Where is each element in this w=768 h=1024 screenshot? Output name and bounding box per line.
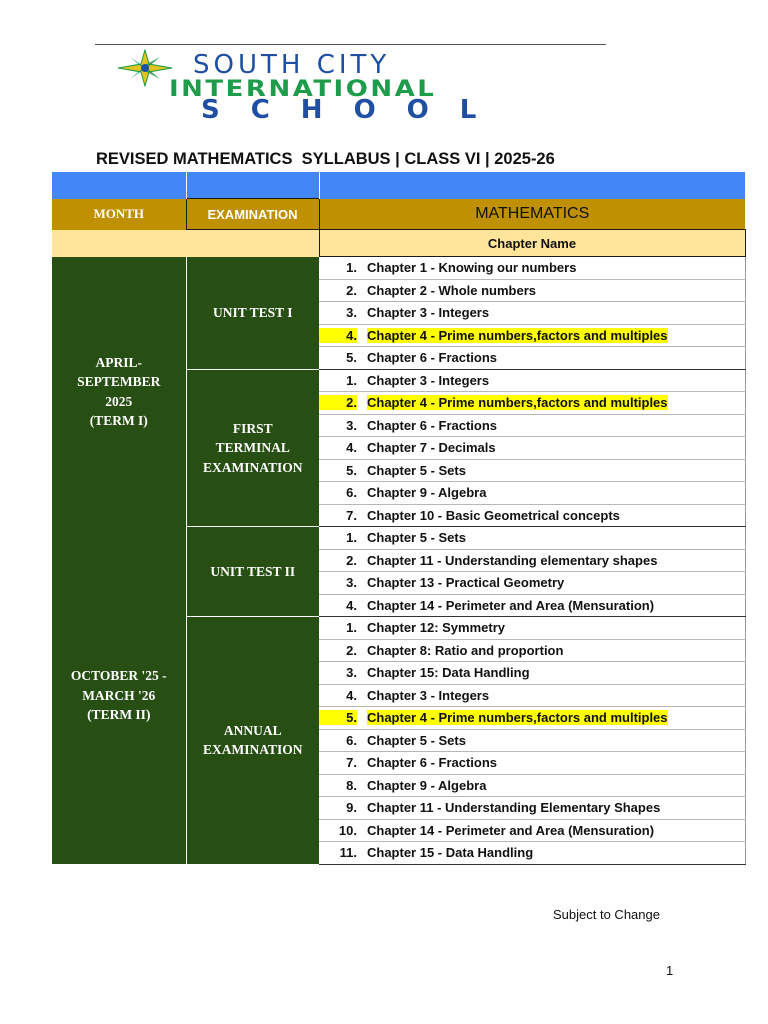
subheader-row <box>52 230 745 257</box>
chapter-cell <box>319 257 745 280</box>
chapter-number: 9. <box>346 800 357 816</box>
chapter-cell <box>319 279 745 302</box>
chapter-title: Chapter 14 - Perimeter and Area (Mensuration) <box>367 597 655 613</box>
chapter-name-header: Chapter Name <box>319 230 745 257</box>
chapter-cell <box>319 662 745 685</box>
chapter-cell <box>319 774 745 797</box>
chapter-title: Chapter 6 - Fractions <box>367 350 498 366</box>
chapter-cell <box>319 504 745 527</box>
chapter-title: Chapter 12: Symmetry <box>367 620 505 636</box>
chapter-number: 4. <box>346 440 357 456</box>
chapter-cell <box>319 369 745 392</box>
chapter-title: Chapter 7 - Decimals <box>367 440 496 456</box>
chapter-title: Chapter 5 - Sets <box>367 732 466 748</box>
chapter-cell <box>319 819 745 842</box>
chapter-number: 6. <box>346 485 357 501</box>
header-row <box>52 199 745 230</box>
chapter-number: 4. <box>346 597 357 613</box>
chapter-title: Chapter 10 - Basic Geometrical concepts <box>367 507 620 523</box>
chapter-title: Chapter 2 - Whole numbers <box>367 282 537 298</box>
chapter-cell <box>319 797 745 820</box>
chapter-title: Chapter 8: Ratio and proportion <box>367 642 564 658</box>
chapter-title: Chapter 4 - Prime numbers,factors and multiples <box>367 395 668 411</box>
examination-cell: UNIT TEST I <box>186 257 319 370</box>
chapter-title: Chapter 6 - Fractions <box>367 755 498 771</box>
term-month-cell: OCTOBER '25 - MARCH '26 (TERM II) <box>52 527 186 865</box>
chapter-title: Chapter 3 - Integers <box>367 372 490 388</box>
chapter-cell <box>319 572 745 595</box>
chapter-title: Chapter 4 - Prime numbers,factors and multiples <box>367 710 668 726</box>
chapter-cell <box>319 684 745 707</box>
term-month-cell: APRIL- SEPTEMBER 2025 (TERM I) <box>52 257 186 527</box>
chapter-number: 5. <box>346 350 357 366</box>
chapter-cell <box>319 842 745 865</box>
chapter-title: Chapter 14 - Perimeter and Area (Mensuration) <box>367 822 655 838</box>
month-header: MONTH <box>52 199 186 230</box>
chapter-cell <box>319 594 745 617</box>
logo-line-2: INTERNATIONAL <box>169 76 437 102</box>
chapter-title: Chapter 1 - Knowing our numbers <box>367 260 577 276</box>
chapter-title: Chapter 11 - Understanding elementary shapes <box>367 552 658 568</box>
header-blue-row <box>52 172 745 199</box>
chapter-cell <box>319 437 745 460</box>
chapter-number: 5. <box>319 710 357 725</box>
chapter-title: Chapter 3 - Integers <box>367 305 490 321</box>
chapter-number: 1. <box>346 372 357 388</box>
chapter-cell <box>319 459 745 482</box>
chapter-title: Chapter 11 - Understanding Elementary Shapes <box>367 800 661 816</box>
chapter-title: Chapter 3 - Integers <box>367 687 490 703</box>
compass-star-icon <box>117 49 173 87</box>
examination-cell: UNIT TEST II <box>186 527 319 617</box>
chapter-title: Chapter 4 - Prime numbers,factors and multiples <box>367 327 668 343</box>
chapter-number: 3. <box>346 305 357 321</box>
chapter-title: Chapter 15 - Data Handling <box>367 845 534 861</box>
chapter-number: 1. <box>346 530 357 546</box>
chapter-number: 7. <box>346 507 357 523</box>
subject-to-change-note: Subject to Change <box>553 907 660 922</box>
chapter-number: 3. <box>346 575 357 591</box>
chapter-cell <box>319 639 745 662</box>
chapter-title: Chapter 9 - Algebra <box>367 777 487 793</box>
chapter-title: Chapter 5 - Sets <box>367 462 466 478</box>
chapter-cell <box>319 617 745 640</box>
chapter-number: 10. <box>338 822 357 838</box>
chapter-number: 1. <box>346 620 357 636</box>
chapter-number: 11. <box>339 845 357 861</box>
logo-line-1: SOUTH CITY <box>193 50 391 80</box>
syllabus-table <box>52 172 746 865</box>
chapter-row <box>52 257 745 280</box>
chapter-cell <box>319 729 745 752</box>
chapter-number: 4. <box>319 328 357 343</box>
chapter-cell <box>319 549 745 572</box>
page-number: 1 <box>666 963 674 978</box>
chapter-cell <box>319 752 745 775</box>
chapter-cell <box>319 302 745 325</box>
chapter-cell <box>319 347 745 370</box>
examination-cell: ANNUAL EXAMINATION <box>186 617 319 865</box>
chapter-title: Chapter 9 - Algebra <box>367 485 487 501</box>
examination-header: EXAMINATION <box>186 199 319 230</box>
chapter-number: 5. <box>346 462 357 478</box>
chapter-number: 7. <box>346 755 357 771</box>
chapter-title: Chapter 13 - Practical Geometry <box>367 575 565 591</box>
chapter-number: 4. <box>346 687 357 703</box>
chapter-cell <box>319 707 745 730</box>
logo-line-3: SCHOOL <box>201 95 508 125</box>
chapter-number: 1. <box>346 260 357 276</box>
chapter-cell <box>319 414 745 437</box>
chapter-title: Chapter 15: Data Handling <box>367 665 530 681</box>
chapter-cell <box>319 527 745 550</box>
chapter-number: 3. <box>346 417 357 433</box>
chapter-cell <box>319 392 745 415</box>
chapter-title: Chapter 5 - Sets <box>367 530 466 546</box>
chapter-number: 6. <box>346 732 357 748</box>
chapter-number: 8. <box>346 777 357 793</box>
chapter-number: 2. <box>319 395 357 410</box>
chapter-cell <box>319 482 745 505</box>
page-title: REVISED MATHEMATICS SYLLABUS | CLASS VI | 2025-26 <box>96 150 555 168</box>
school-logo <box>95 44 606 128</box>
chapter-title: Chapter 6 - Fractions <box>367 417 498 433</box>
chapter-number: 2. <box>346 282 357 298</box>
subject-header: MATHEMATICS <box>319 199 745 230</box>
chapter-number: 2. <box>346 552 357 568</box>
chapter-cell <box>319 324 745 347</box>
examination-cell: FIRST TERMINAL EXAMINATION <box>186 369 319 527</box>
chapter-number: 2. <box>346 642 357 658</box>
chapter-number: 3. <box>346 665 357 681</box>
chapter-row <box>52 527 745 550</box>
